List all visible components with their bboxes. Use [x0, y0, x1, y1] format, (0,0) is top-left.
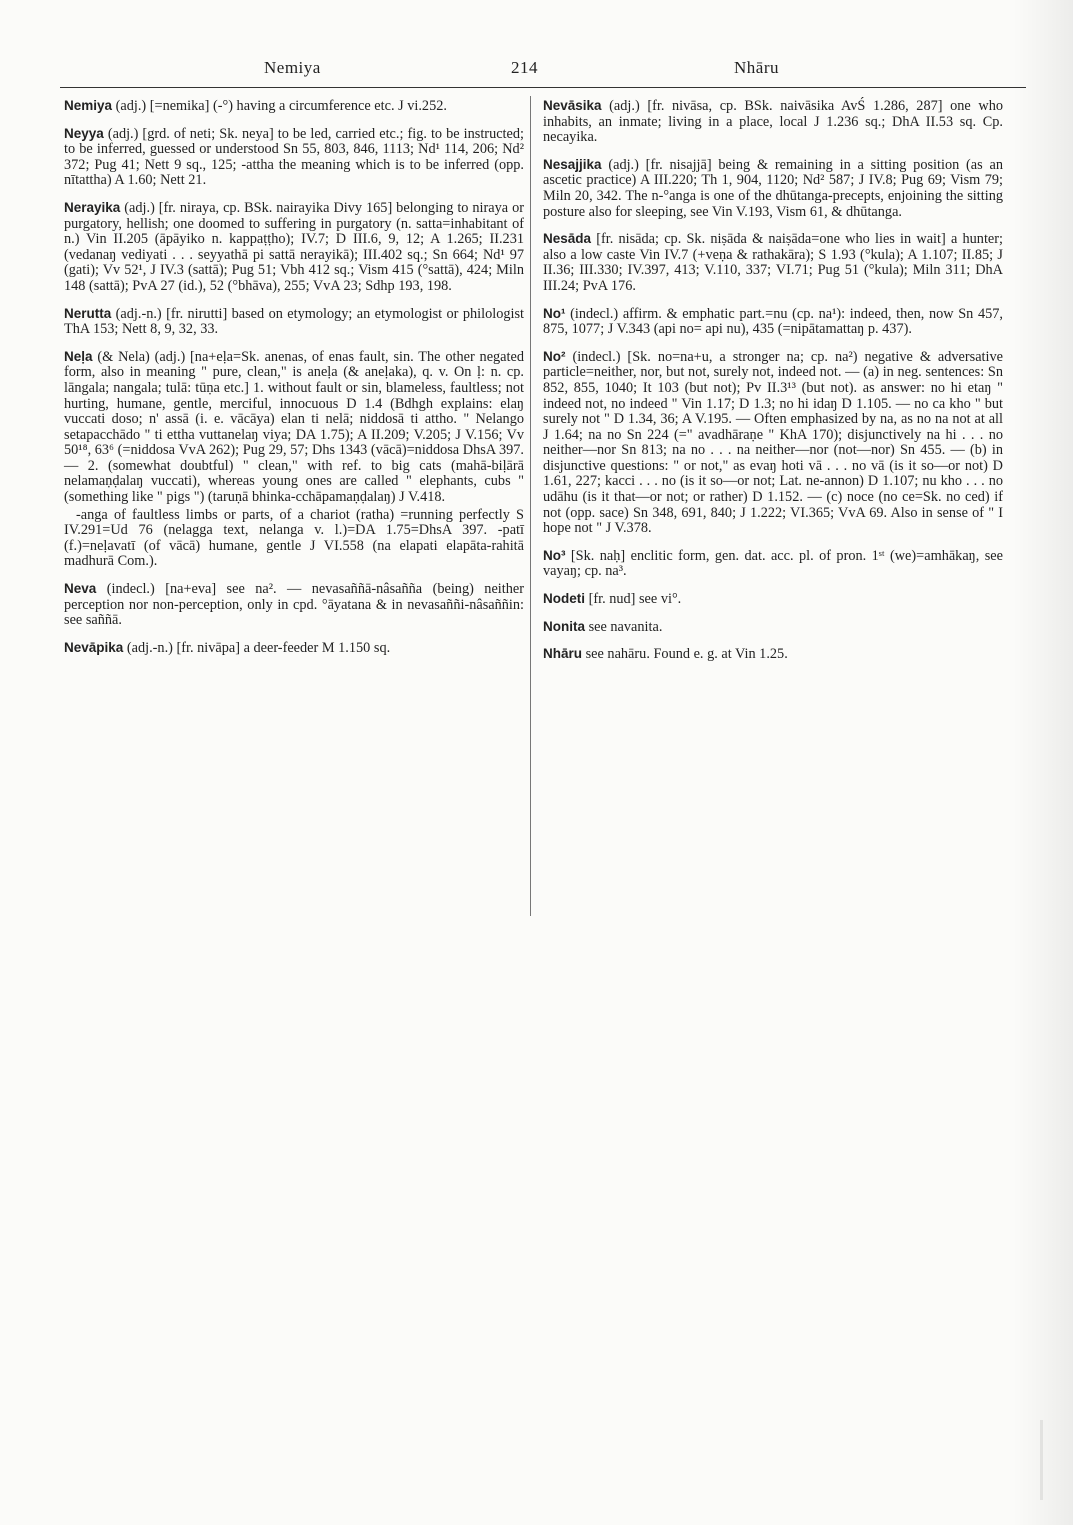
entry-definition: [fr. nud] see vi°. [585, 591, 682, 608]
dictionary-entry [64, 200, 524, 295]
header-rule [60, 87, 1026, 88]
entry-headword: Nesāda [543, 231, 592, 247]
header-first-word: Nemiya [264, 58, 321, 77]
dictionary-entry [64, 126, 524, 189]
dictionary-entry [64, 349, 524, 506]
dictionary-entry [543, 157, 1003, 220]
page-edge-mark [1040, 1420, 1043, 1500]
entry-definition: -anga of faultless limbs or parts, of a chariot (ratha) =running perfectly S IV.291=Ud 76 (nelagga text, nelanga v. l.)=DA 1.75=DhsA 397. -patī (f.)=neḷavatī (of vācā) humane, gentle J VI.558 (na elapati elapāta-rahitā madhurā Com.). [64, 506, 524, 570]
entry-definition: [fr. nisāda; cp. Sk. niṣāda & naiṣāda=one who lies in wait] a hunter; also a low caste Vin IV.7 (+veṇa & rathakāra); S 1.93 (°kula); A 1.107; II.85; J II.36; III.330; IV.397, 413; V.110, 337; VI.71; Pug 51 (°kula); Miln 311; DhA III.24; PvA 176. [543, 231, 1003, 294]
header-last-word: Nhāru [734, 58, 779, 77]
dictionary-entry [543, 231, 1003, 294]
left-column [64, 98, 524, 667]
entry-headword: Nemiya [64, 98, 113, 113]
entry-definition: (adj.) [fr. nisajjā] being & remaining in a sitting position (as an ascetic practice) A III.220; Th 1, 904, 1120; Nd² 587; J IV.8; Pug 69; Vism 79; Miln 20, 342. The n-°anga is one of the dhūtanga-precepts, enjoining the sitting posture also for sleeping, see Vin V.193, Vism 61, & dhūtanga. [543, 156, 1003, 220]
entry-definition: (& Nela) (adj.) [na+eḷa=Sk. anenas, of enas fault, sin. The other negated form, also in meaning " pure, clean," is aneḷa (& aneḷaka), q. v. On ḷ: n. cp. lāngala; nangala; tulā: tūṇa etc.] 1. without fault or sin, blameless, faultless; not hurting, humane, gentle, merciful, innocuous D 1.4 (Bdhgh explains: elaŋ vuccati doso; n' assā (i. e. vācāya) elan ti nelā; niddosā ti attho. " Nelango setapacchādo " ti ettha vuttanelaŋ viya; DA 1.75); A II.209; V.205; J V.156; Vv 50¹⁸, 63⁶ (=niddosa VvA 262); Pug 29, 57; Dhs 1343 (vācā)=niddosa DhsA 397. — 2. (somewhat doubtful) " clean," with ref. to big cats (mahā-biḷārā nelamaṇḍalaŋ vuccati), whereas young ones are called " elephants, cubs " (something like " pigs ") (taruṇā bhinka-cchāpamaṇḍalaŋ) J V.418. [64, 348, 524, 506]
running-header [64, 52, 1024, 82]
right-column [543, 98, 1003, 674]
dictionary-entry [64, 98, 524, 115]
dictionary-entry [543, 548, 1003, 580]
entry-definition: (adj.) [fr. nivāsa, cp. BSk. naivāsika AvŚ 1.286, 287] one who inhabits, an inmate; living in a place, local J 1.236 sq.; DhA II.53 sq. Cp. necayika. [543, 98, 1003, 146]
entry-definition: (indecl.) [Sk. no=na+u, a stronger na; cp. na²) negative & adversative particle=neither, nor, but not, surely not, indeed not. — (a) in neg. sentences: Sn 852, 855, 1040; It 103 (but not); Pv II.3¹³ (but not). as answer: no hi etaŋ " indeed not, no indeed " Vin 1.17; D 1.3; no hi idaŋ D 1.105. — no ca kho " but surely not " D 1.34, 36; A V.195. — Often emphasized by na, as no na not at all J 1.64; na no Sn 224 (=" avadhāraṇe " KhA 170); disjunctively na hi . . . no neither—nor Sn 813; na no . . . na neither—nor (not—nor) Sn 455. — (b) in disjunctive questions: " or not," as evaŋ hoti vā . . . no vā (is it so—or not) D 1.61, 227; kacci . . . no (is it so—or not; Lat. ne-annon) D 1.107; nu kho . . . no udāhu (is it that—or not; or rather) D 1.152. — (c) noce (no ce=Sk. no ced) if not (opp. sace) Sn 348, 691, 840; J 1.222; VI.365; VvA 69. Also in sense of " I hope not " J V.378. [543, 348, 1003, 537]
entry-headword: Nevāsika [543, 98, 602, 113]
entry-definition: (indecl.) affirm. & emphatic part.=nu (cp. na¹): indeed, then, now Sn 457, 875, 1077; J V.343 (api no= api nu), 435 (=nipātamattaŋ p. 437). [543, 305, 1003, 338]
entry-definition: see navanita. [585, 618, 663, 635]
entry-definition: (adj.) [=nemika] (-°) having a circumference etc. J vi.252. [112, 98, 447, 114]
entry-headword: Nerutta [64, 305, 112, 321]
entry-definition: (adj.-n.) [fr. nirutti] based on etymology; an etymologist or philologist ThA 153; Nett 8, 9, 32, 33. [64, 305, 524, 338]
dictionary-entry [543, 349, 1003, 537]
entry-headword: Neḷa [64, 348, 93, 364]
page-edge-shadow [1013, 0, 1073, 1525]
entry-definition: [Sk. naḥ] enclitic form, gen. dat. acc. pl. of pron. 1ˢᵗ (we)=amhākaŋ, see vayaŋ; cp. na³. [543, 547, 1003, 580]
dictionary-entry [543, 619, 1003, 636]
entry-definition: (adj.) [grd. of neti; Sk. neya] to be led, carried etc.; fig. to be instructed; to be inferred, guessed or understood Sn 55, 803, 846, 1113; Nd¹ 114, 206; Nd² 372; Pug 41; Nett 9 sq., 125; -attha the meaning which is to be inferred (opp. nītattha) A 1.60; Nett 21. [64, 125, 524, 189]
entry-headword: Nevāpika [64, 639, 124, 655]
entry-definition: (adj.-n.) [fr. nivāpa] a deer-feeder M 1.150 sq. [123, 639, 391, 656]
entry-headword: No² [543, 348, 566, 364]
entry-headword: Neyya [64, 125, 104, 141]
entry-headword: Nodeti [543, 591, 585, 607]
dictionary-entry [543, 646, 1003, 663]
dictionary-entry [64, 508, 524, 570]
entry-headword: Nesajjika [543, 156, 602, 172]
column-divider [530, 96, 531, 916]
dictionary-entry [543, 591, 1003, 608]
entry-headword: Nhāru [543, 646, 583, 662]
entry-headword: No¹ [543, 305, 566, 321]
entry-headword: No³ [543, 547, 566, 563]
entry-definition: see nahāru. Found e. g. at Vin 1.25. [582, 646, 788, 663]
dictionary-entry [543, 306, 1003, 338]
entry-definition: (indecl.) [na+eva] see na². — nevasaññā-nâsañña (being) neither perception nor non-perception, only in cpd. °āyatana & in nevasaññi-nâsaññin: see saññā. [64, 581, 524, 629]
dictionary-entry [64, 640, 524, 657]
entry-definition: (adj.) [fr. niraya, cp. BSk. nairayika Divy 165] belonging to niraya or purgatory, hellish; one doomed to suffering in purgatory (n. satta=inhabitant of n.) Vin II.205 (āpāyiko n. kappaṭṭho); IV.7; D III.6, 9, 12; A 1.265; II.231 (vedanaŋ vediyati . . . seyyathā pi sattā nerayikā); III.402 sq.; Sn 664; Nd¹ 97 (gati); Vv 52¹, J IV.3 (sattā); Pug 51; Vbh 412 sq.; Vism 415 (°sattā), 424; Miln 148 (sattā); PvA 27 (id.), 52 (°bhāva), 255; VvA 23; Sdhp 193, 198. [64, 199, 524, 294]
page-number: 214 [511, 58, 538, 77]
dictionary-entry [64, 581, 524, 629]
dictionary-entry [543, 98, 1003, 146]
dictionary-entry [64, 306, 524, 338]
entry-headword: Nerayika [64, 199, 121, 215]
entry-headword: Neva [64, 581, 97, 597]
entry-headword: Nonita [543, 618, 585, 634]
